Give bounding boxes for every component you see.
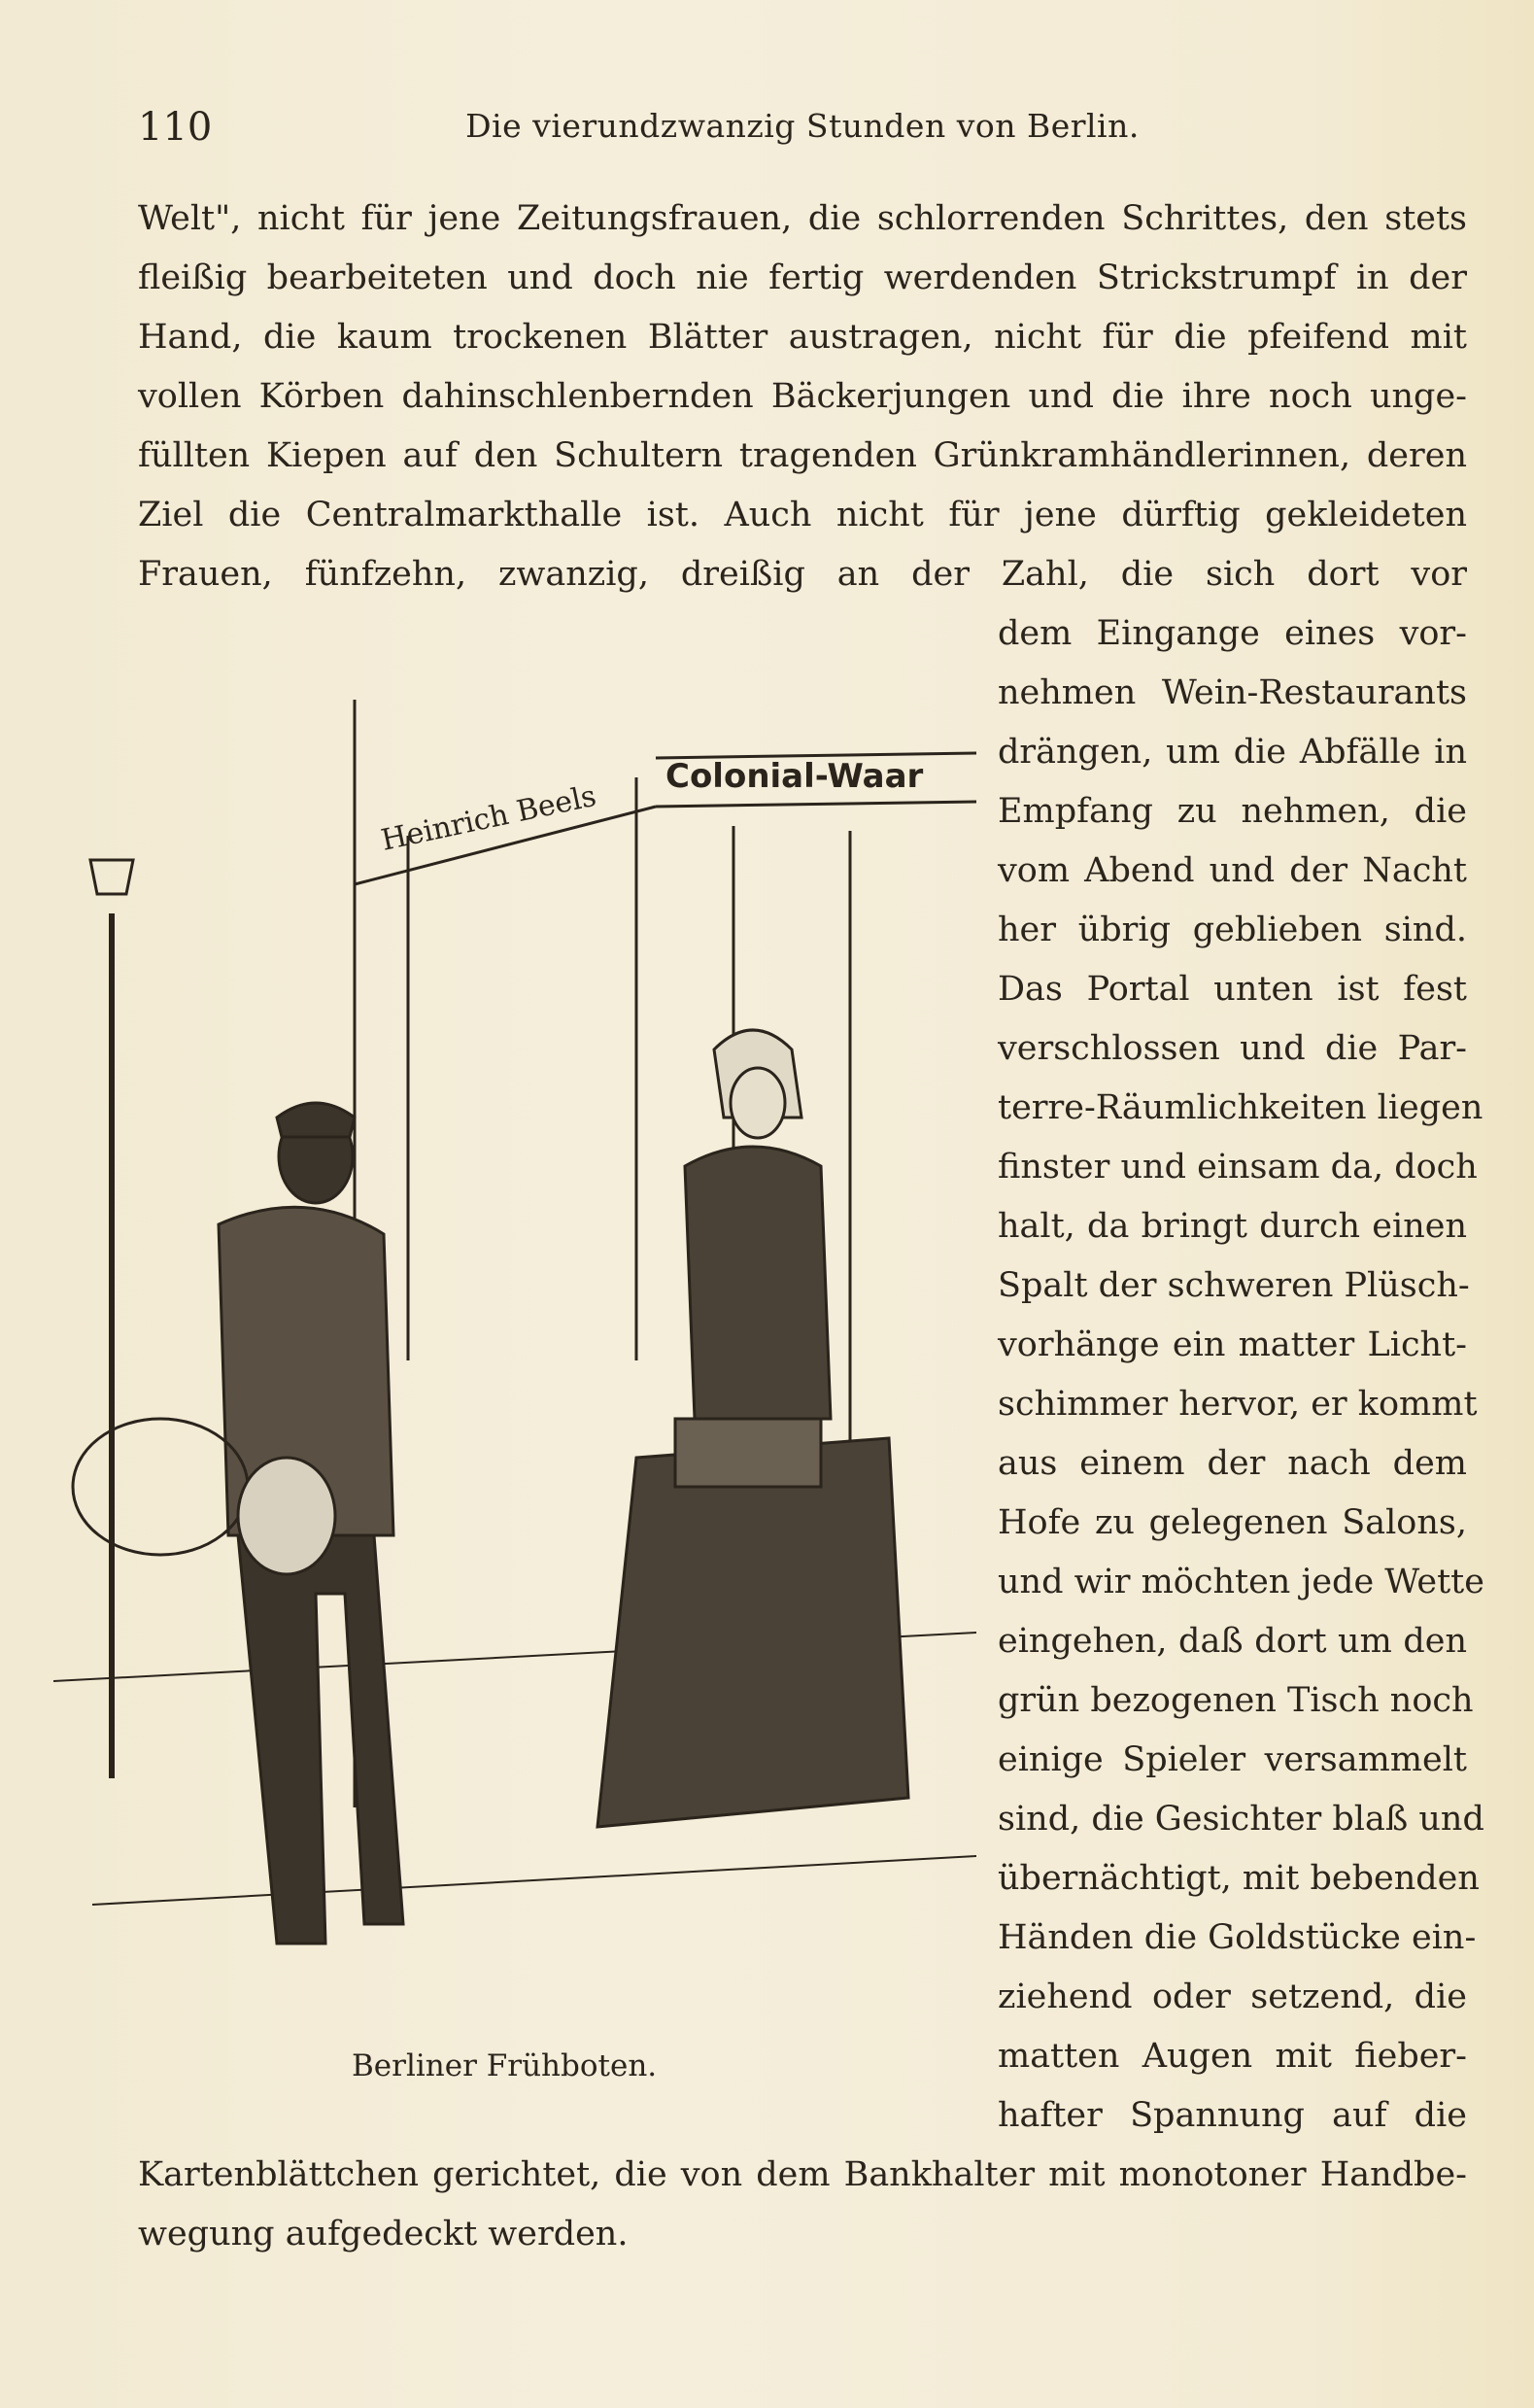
illustration-berliner-fruehboten xyxy=(53,661,976,2070)
text-line: Händen die Goldstücke ein- xyxy=(998,1918,1477,1957)
text-line: übernächtigt, mit bebenden xyxy=(998,1859,1480,1898)
text-line: Empfang zu nehmen, die xyxy=(998,792,1467,831)
text-line: einige Spieler versammelt xyxy=(998,1740,1467,1779)
text-line: eingehen, daß dort um den xyxy=(998,1622,1467,1661)
running-title: Die vierundzwanzig Stunden von Berlin. xyxy=(465,107,1140,145)
text-line: Ziel die Centralmarkthalle ist. Auch nicht für jene dürftig gekleideten xyxy=(138,496,1467,534)
text-line: Hand, die kaum trockenen Blätter austragen, nicht für die pfeifend mit xyxy=(138,318,1467,357)
text-line: fleißig bearbeiteten und doch nie fertig werdenden Strickstrumpf in der xyxy=(138,258,1467,297)
text-line: her übrig geblieben sind. xyxy=(998,911,1467,949)
page-header xyxy=(138,105,1467,154)
text-line: Kartenblättchen gerichtet, die von dem Bankhalter mit monotoner Handbe- xyxy=(138,2155,1467,2194)
text-line: sind, die Gesichter blaß und xyxy=(998,1800,1484,1839)
figure-caption: Berliner Frühboten. xyxy=(352,2048,658,2083)
text-line: aus einem der nach dem xyxy=(998,1444,1467,1483)
text-line: finster und einsam da, doch xyxy=(998,1148,1478,1187)
text-line: vom Abend und der Nacht xyxy=(998,851,1467,890)
text-line: ziehend oder setzend, die xyxy=(998,1978,1467,2016)
text-line: wegung aufgedeckt werden. xyxy=(138,2215,629,2253)
pavement-edge xyxy=(92,1856,976,1905)
street-scene-illustration xyxy=(53,661,976,2070)
boy-figure xyxy=(73,1103,403,1944)
text-line: Frauen, fünfzehn, zwanzig, dreißig an der Zahl, die sich dort vor xyxy=(138,555,1467,594)
text-line: Spalt der schweren Plüsch- xyxy=(998,1266,1470,1305)
lamp-head xyxy=(90,860,133,894)
sign-board-bottom xyxy=(656,802,976,807)
text-line: hafter Spannung auf die xyxy=(998,2096,1467,2135)
text-line: drängen, um die Abfälle in xyxy=(998,733,1467,772)
text-line: terre-Räumlichkeiten liegen xyxy=(998,1088,1483,1127)
text-line: verschlossen und die Par- xyxy=(998,1029,1467,1068)
text-line: Hofe zu gelegenen Salons, xyxy=(998,1503,1467,1542)
text-line: schimmer hervor, er kommt xyxy=(998,1385,1478,1424)
text-line: halt, da bringt durch einen xyxy=(998,1207,1467,1246)
text-line: dem Eingange eines vor- xyxy=(998,614,1467,653)
woman-figure xyxy=(597,1030,908,1827)
text-line: matten Augen mit fieber- xyxy=(998,2037,1467,2076)
page-number: 110 xyxy=(138,105,213,150)
sign-heinrich-beels: Heinrich Beels xyxy=(378,778,599,858)
text-line: grün bezogenen Tisch noch xyxy=(998,1681,1474,1720)
text-line: und wir möchten jede Wette xyxy=(998,1563,1484,1601)
text-line: Das Portal unten ist fest xyxy=(998,970,1467,1009)
text-line: vorhänge ein matter Licht- xyxy=(998,1325,1467,1364)
text-line: füllten Kiepen auf den Schultern tragenden Grünkramhändlerinnen, deren xyxy=(138,436,1467,475)
text-line: nehmen Wein-Restaurants xyxy=(998,673,1467,712)
text-line: vollen Körben dahinschlenbernden Bäckerjungen und die ihre noch unge- xyxy=(138,377,1467,416)
sign-colonial-waar: Colonial-Waar xyxy=(665,757,924,796)
text-line: Welt", nicht für jene Zeitungsfrauen, die schlorrenden Schrittes, den stets xyxy=(138,199,1467,238)
